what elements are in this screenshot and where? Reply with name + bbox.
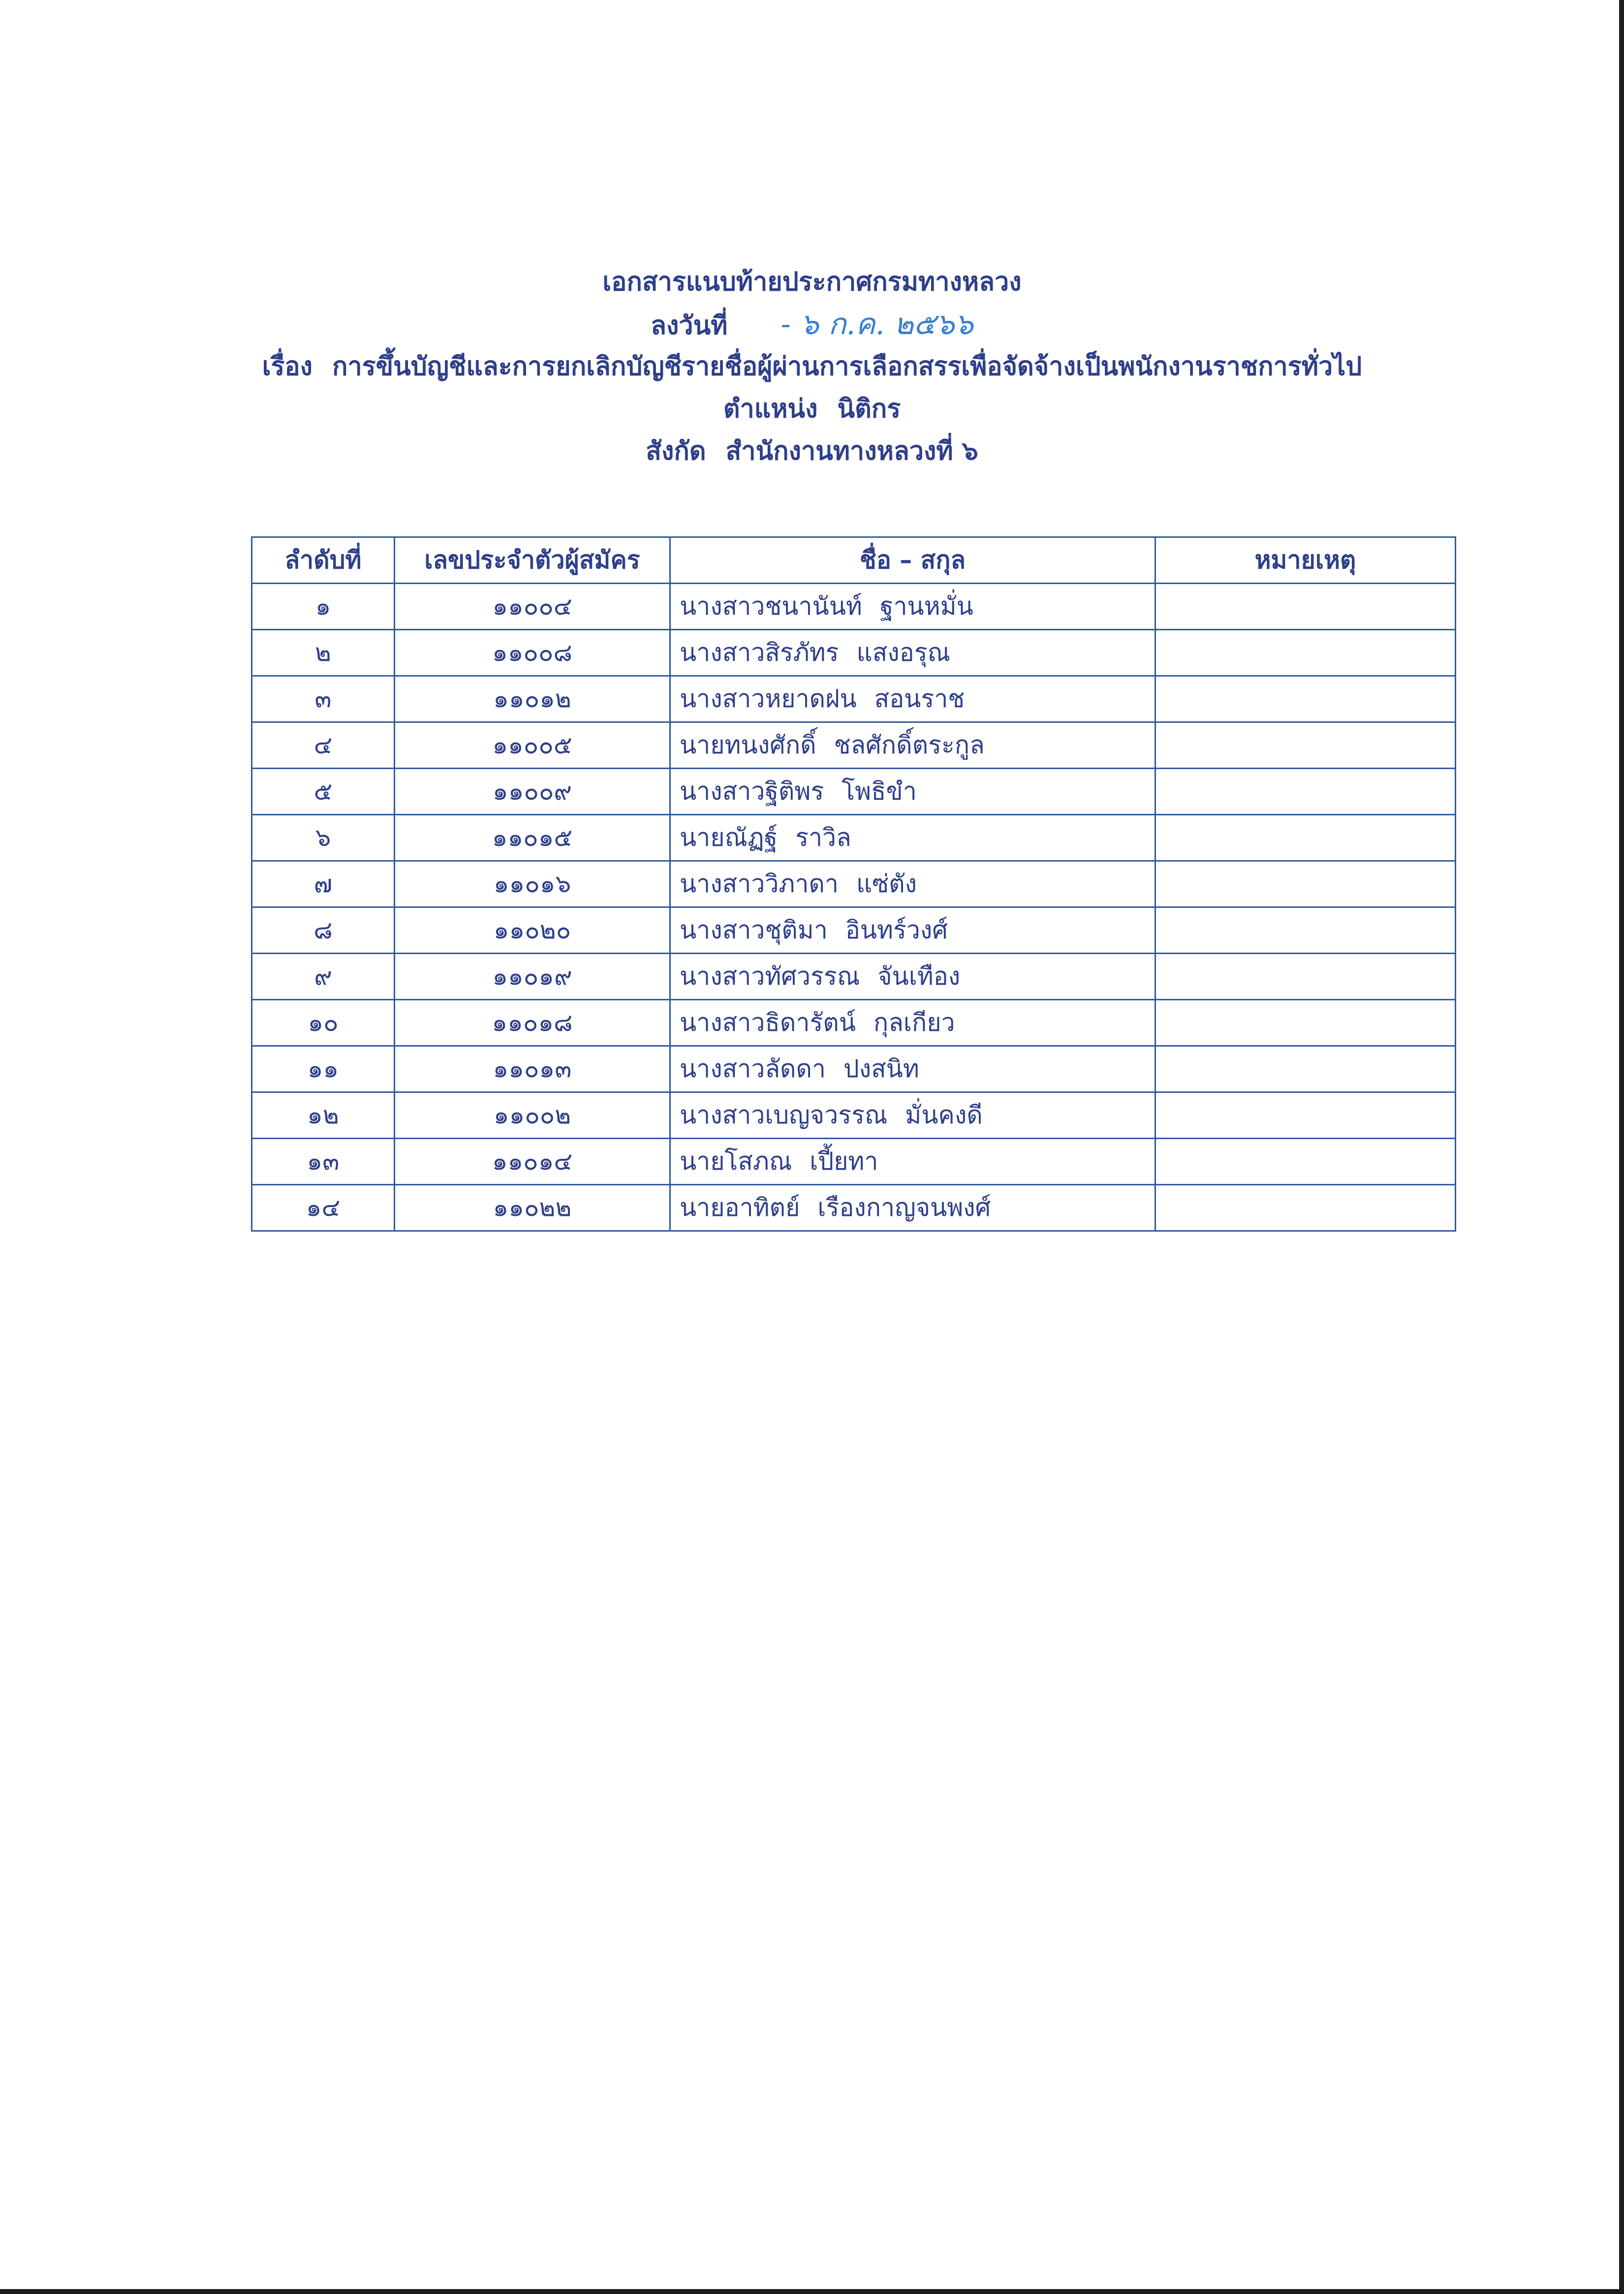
row-order: ๑๔ bbox=[252, 1185, 395, 1231]
row-full-name bbox=[670, 722, 1156, 769]
first-name: นางสาวสิรภัทร bbox=[680, 638, 839, 667]
last-name: แซ่ตัง bbox=[856, 869, 917, 898]
first-name: นางสาวหยาดฝน bbox=[680, 684, 857, 713]
row-applicant-id: ๑๑๐๐๙ bbox=[395, 769, 670, 815]
row-order: ๙ bbox=[252, 954, 395, 1000]
last-name: เปี้ยทา bbox=[810, 1147, 878, 1176]
candidate-table bbox=[251, 536, 1456, 1232]
subject-text: การขึ้นบัญชีและการยกเลิกบัญชีรายชื่อผู้ผ่านการเลือกสรรเพื่อจัดจ้างเป็นพนักงานราชการทั่วไป bbox=[332, 352, 1362, 381]
row-full-name bbox=[670, 907, 1156, 954]
table-row bbox=[252, 630, 1456, 676]
row-remarks bbox=[1156, 954, 1456, 1000]
affiliation-value: สำนักงานทางหลวงที่ ๖ bbox=[725, 436, 978, 466]
table-row bbox=[252, 1000, 1456, 1046]
row-remarks bbox=[1156, 1092, 1456, 1139]
row-applicant-id: ๑๑๐๑๕ bbox=[395, 815, 670, 861]
table-row bbox=[252, 584, 1456, 630]
row-remarks bbox=[1156, 584, 1456, 630]
header-position-line bbox=[0, 388, 1624, 430]
row-remarks bbox=[1156, 815, 1456, 861]
row-applicant-id: ๑๑๐๐๕ bbox=[395, 722, 670, 769]
row-remarks bbox=[1156, 1000, 1456, 1046]
row-remarks bbox=[1156, 1185, 1456, 1231]
first-name: นางสาวธิดารัตน์ bbox=[680, 1008, 856, 1037]
table-row bbox=[252, 1092, 1456, 1139]
first-name: นางสาวชนานันท์ bbox=[680, 592, 862, 620]
row-full-name bbox=[670, 1046, 1156, 1092]
table-row bbox=[252, 861, 1456, 907]
last-name: ชลศักดิ์ตระกูล bbox=[834, 731, 985, 759]
header-title: เอกสารแนบท้ายประกาศกรมทางหลวง bbox=[602, 267, 1022, 297]
first-name: นางสาวชุติมา bbox=[680, 916, 828, 944]
row-applicant-id: ๑๑๐๐๘ bbox=[395, 630, 670, 676]
table-row bbox=[252, 1139, 1456, 1185]
table-row bbox=[252, 954, 1456, 1000]
row-order: ๑๐ bbox=[252, 1000, 395, 1046]
date-label: ลงวันที่ bbox=[651, 311, 728, 341]
header-subject-line bbox=[0, 345, 1624, 388]
table-row bbox=[252, 1046, 1456, 1092]
row-full-name bbox=[670, 630, 1156, 676]
row-full-name bbox=[670, 769, 1156, 815]
first-name: นายทนงศักดิ์ bbox=[680, 731, 816, 759]
row-full-name bbox=[670, 815, 1156, 861]
affiliation-label: สังกัด bbox=[646, 436, 706, 466]
first-name: นายณัฏฐ์ bbox=[680, 823, 778, 852]
row-remarks bbox=[1156, 769, 1456, 815]
table-body bbox=[252, 584, 1456, 1231]
last-name: โพธิขำ bbox=[842, 777, 917, 806]
row-applicant-id: ๑๑๐๑๔ bbox=[395, 1139, 670, 1185]
row-order: ๔ bbox=[252, 722, 395, 769]
row-remarks bbox=[1156, 722, 1456, 769]
table-row bbox=[252, 815, 1456, 861]
row-applicant-id: ๑๑๐๑๒ bbox=[395, 676, 670, 722]
first-name: นางสาวทัศวรรณ bbox=[680, 962, 860, 991]
row-remarks bbox=[1156, 1046, 1456, 1092]
row-remarks bbox=[1156, 630, 1456, 676]
first-name: นายอาทิตย์ bbox=[680, 1193, 800, 1222]
row-remarks bbox=[1156, 1139, 1456, 1185]
row-remarks bbox=[1156, 861, 1456, 907]
row-full-name bbox=[670, 1139, 1156, 1185]
row-applicant-id: ๑๑๐๑๙ bbox=[395, 954, 670, 1000]
table-header-row bbox=[252, 537, 1456, 584]
last-name: กุลเกียว bbox=[873, 1008, 955, 1037]
row-order: ๖ bbox=[252, 815, 395, 861]
header-date-line bbox=[0, 303, 1624, 345]
last-name: อินทร์วงศ์ bbox=[845, 916, 948, 944]
row-order: ๓ bbox=[252, 676, 395, 722]
row-applicant-id: ๑๑๐๑๖ bbox=[395, 861, 670, 907]
table-row bbox=[252, 769, 1456, 815]
header-affiliation-line bbox=[0, 430, 1624, 472]
row-full-name bbox=[670, 584, 1156, 630]
table-row bbox=[252, 722, 1456, 769]
last-name: เรืองกาญจนพงศ์ bbox=[817, 1193, 991, 1222]
last-name: ฐานหมั่น bbox=[879, 592, 973, 620]
last-name: สอนราช bbox=[874, 684, 965, 713]
row-applicant-id: ๑๑๐๐๒ bbox=[395, 1092, 670, 1139]
row-applicant-id: ๑๑๐๒๒ bbox=[395, 1185, 670, 1231]
row-order: ๕ bbox=[252, 769, 395, 815]
row-order: ๑๓ bbox=[252, 1139, 395, 1185]
last-name: ปงสนิท bbox=[843, 1054, 919, 1083]
row-applicant-id: ๑๑๐๐๔ bbox=[395, 584, 670, 630]
position-label: ตำแหน่ง bbox=[723, 394, 818, 424]
position-value: นิติกร bbox=[837, 394, 901, 424]
first-name: นายโสภณ bbox=[680, 1147, 792, 1176]
scan-edge-bottom bbox=[0, 2289, 1624, 2294]
row-order: ๒ bbox=[252, 630, 395, 676]
row-full-name bbox=[670, 1185, 1156, 1231]
table-row bbox=[252, 676, 1456, 722]
document-header bbox=[0, 261, 1624, 472]
first-name: นางสาววิภาดา bbox=[680, 869, 839, 898]
first-name: นางสาวฐิติพร bbox=[680, 777, 824, 806]
date-stamp: - ๖ ก.ค. ๒๕๖๖ bbox=[781, 307, 973, 341]
row-full-name bbox=[670, 954, 1156, 1000]
subject-label: เรื่อง bbox=[262, 352, 312, 381]
row-applicant-id: ๑๑๐๒๐ bbox=[395, 907, 670, 954]
column-header-order: ลำดับที่ bbox=[252, 537, 395, 584]
last-name: มั่นคงดี bbox=[905, 1101, 983, 1129]
row-applicant-id: ๑๑๐๑๓ bbox=[395, 1046, 670, 1092]
column-header-full-name: ชื่อ – สกุล bbox=[670, 537, 1156, 584]
row-full-name bbox=[670, 861, 1156, 907]
last-name: แสงอรุณ bbox=[856, 638, 950, 667]
row-order: ๗ bbox=[252, 861, 395, 907]
row-order: ๑๒ bbox=[252, 1092, 395, 1139]
row-order: ๘ bbox=[252, 907, 395, 954]
last-name: จันเทือง bbox=[877, 962, 961, 991]
row-full-name bbox=[670, 1000, 1156, 1046]
row-full-name bbox=[670, 1092, 1156, 1139]
table-row bbox=[252, 907, 1456, 954]
row-full-name bbox=[670, 676, 1156, 722]
row-applicant-id: ๑๑๐๑๘ bbox=[395, 1000, 670, 1046]
row-remarks bbox=[1156, 907, 1456, 954]
column-header-applicant-id: เลขประจำตัวผู้สมัคร bbox=[395, 537, 670, 584]
column-header-remarks: หมายเหตุ bbox=[1156, 537, 1456, 584]
first-name: นางสาวเบญจวรรณ bbox=[680, 1101, 888, 1129]
row-order: ๑ bbox=[252, 584, 395, 630]
row-remarks bbox=[1156, 676, 1456, 722]
table-row bbox=[252, 1185, 1456, 1231]
first-name: นางสาวลัดดา bbox=[680, 1054, 826, 1083]
row-order: ๑๑ bbox=[252, 1046, 395, 1092]
last-name: ราวิล bbox=[795, 823, 851, 852]
